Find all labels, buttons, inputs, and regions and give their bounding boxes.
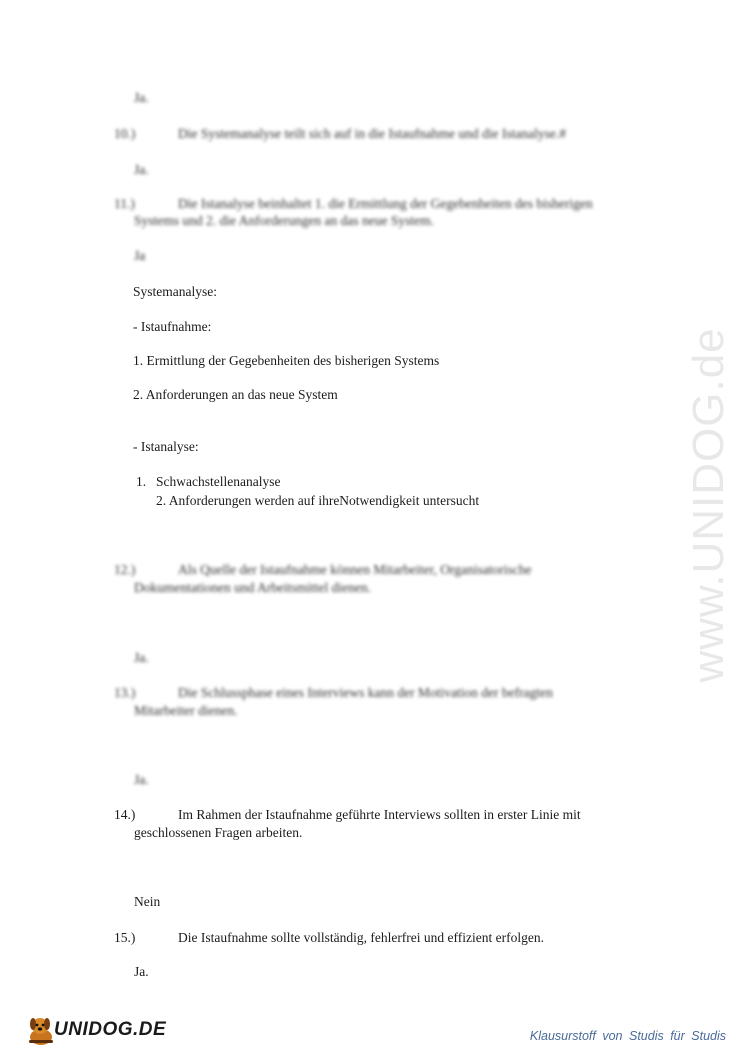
question-13-line1: Die Schlussphase eines Interviews kann der Motivation der befragten <box>178 685 553 700</box>
question-12-number: 12.) <box>114 562 136 577</box>
notes-heading: Systemanalyse: <box>133 284 217 299</box>
question-15-text: Die Istaufnahme sollte vollständig, fehlerfrei und effizient erfolgen. <box>178 930 544 945</box>
dog-icon <box>26 1015 56 1047</box>
footer-slogan: Klausurstoff von Studis für Studis <box>529 1029 726 1043</box>
answer-11: Ja <box>134 248 146 263</box>
notes-sub-number: 1. <box>136 474 147 489</box>
question-11-number: 11.) <box>114 196 135 211</box>
answer-12: Ja. <box>134 650 149 665</box>
answer-9: Ja. <box>134 90 149 105</box>
logo-text: UNIDOG.DE <box>54 1019 167 1040</box>
notes-istanalyse: - Istanalyse: <box>133 439 199 454</box>
question-13-number: 13.) <box>114 685 136 700</box>
question-15-number: 15.) <box>114 930 136 945</box>
question-11-line2: Systems und 2. die Anforderungen an das neue System. <box>134 213 434 228</box>
question-12-line1: Als Quelle der Istaufnahme können Mitarbeiter, Organisatorische <box>178 562 532 577</box>
answer-10: Ja. <box>134 162 149 177</box>
answer-15: Ja. <box>134 964 149 979</box>
question-14-line1: Im Rahmen der Istaufnahme geführte Interviews sollten in erster Linie mit <box>178 807 581 822</box>
question-14-number: 14.) <box>114 807 136 822</box>
notes-sub-item-2: 2. Anforderungen werden auf ihreNotwendigkeit untersucht <box>156 493 480 508</box>
notes-item-2: 2. Anforderungen an das neue System <box>133 387 338 402</box>
notes-sub-text: Schwachstellenanalyse <box>156 474 281 489</box>
question-10-number: 10.) <box>114 126 136 141</box>
question-13-line2: Mitarbeiter dienen. <box>134 703 238 718</box>
question-14-line2: geschlossenen Fragen arbeiten. <box>134 825 303 840</box>
notes-istaufnahme: - Istaufnahme: <box>133 319 212 334</box>
unidog-logo[interactable] <box>26 1013 167 1049</box>
notes-item-1: 1. Ermittlung der Gegebenheiten des bisherigen Systems <box>133 353 440 368</box>
question-10-text: Die Systemanalyse teilt sich auf in die Istaufnahme und die Istanalyse.# <box>178 126 567 141</box>
question-11-line1: Die Istanalyse beinhaltet 1. die Ermittlung der Gegebenheiten des bisherigen <box>178 196 593 211</box>
answer-13: Ja. <box>134 772 149 787</box>
answer-14: Nein <box>134 894 161 909</box>
watermark: www.UNIDOG.de <box>684 327 733 683</box>
question-12-line2: Dokumentationen und Arbeitsmittel dienen. <box>134 580 371 595</box>
